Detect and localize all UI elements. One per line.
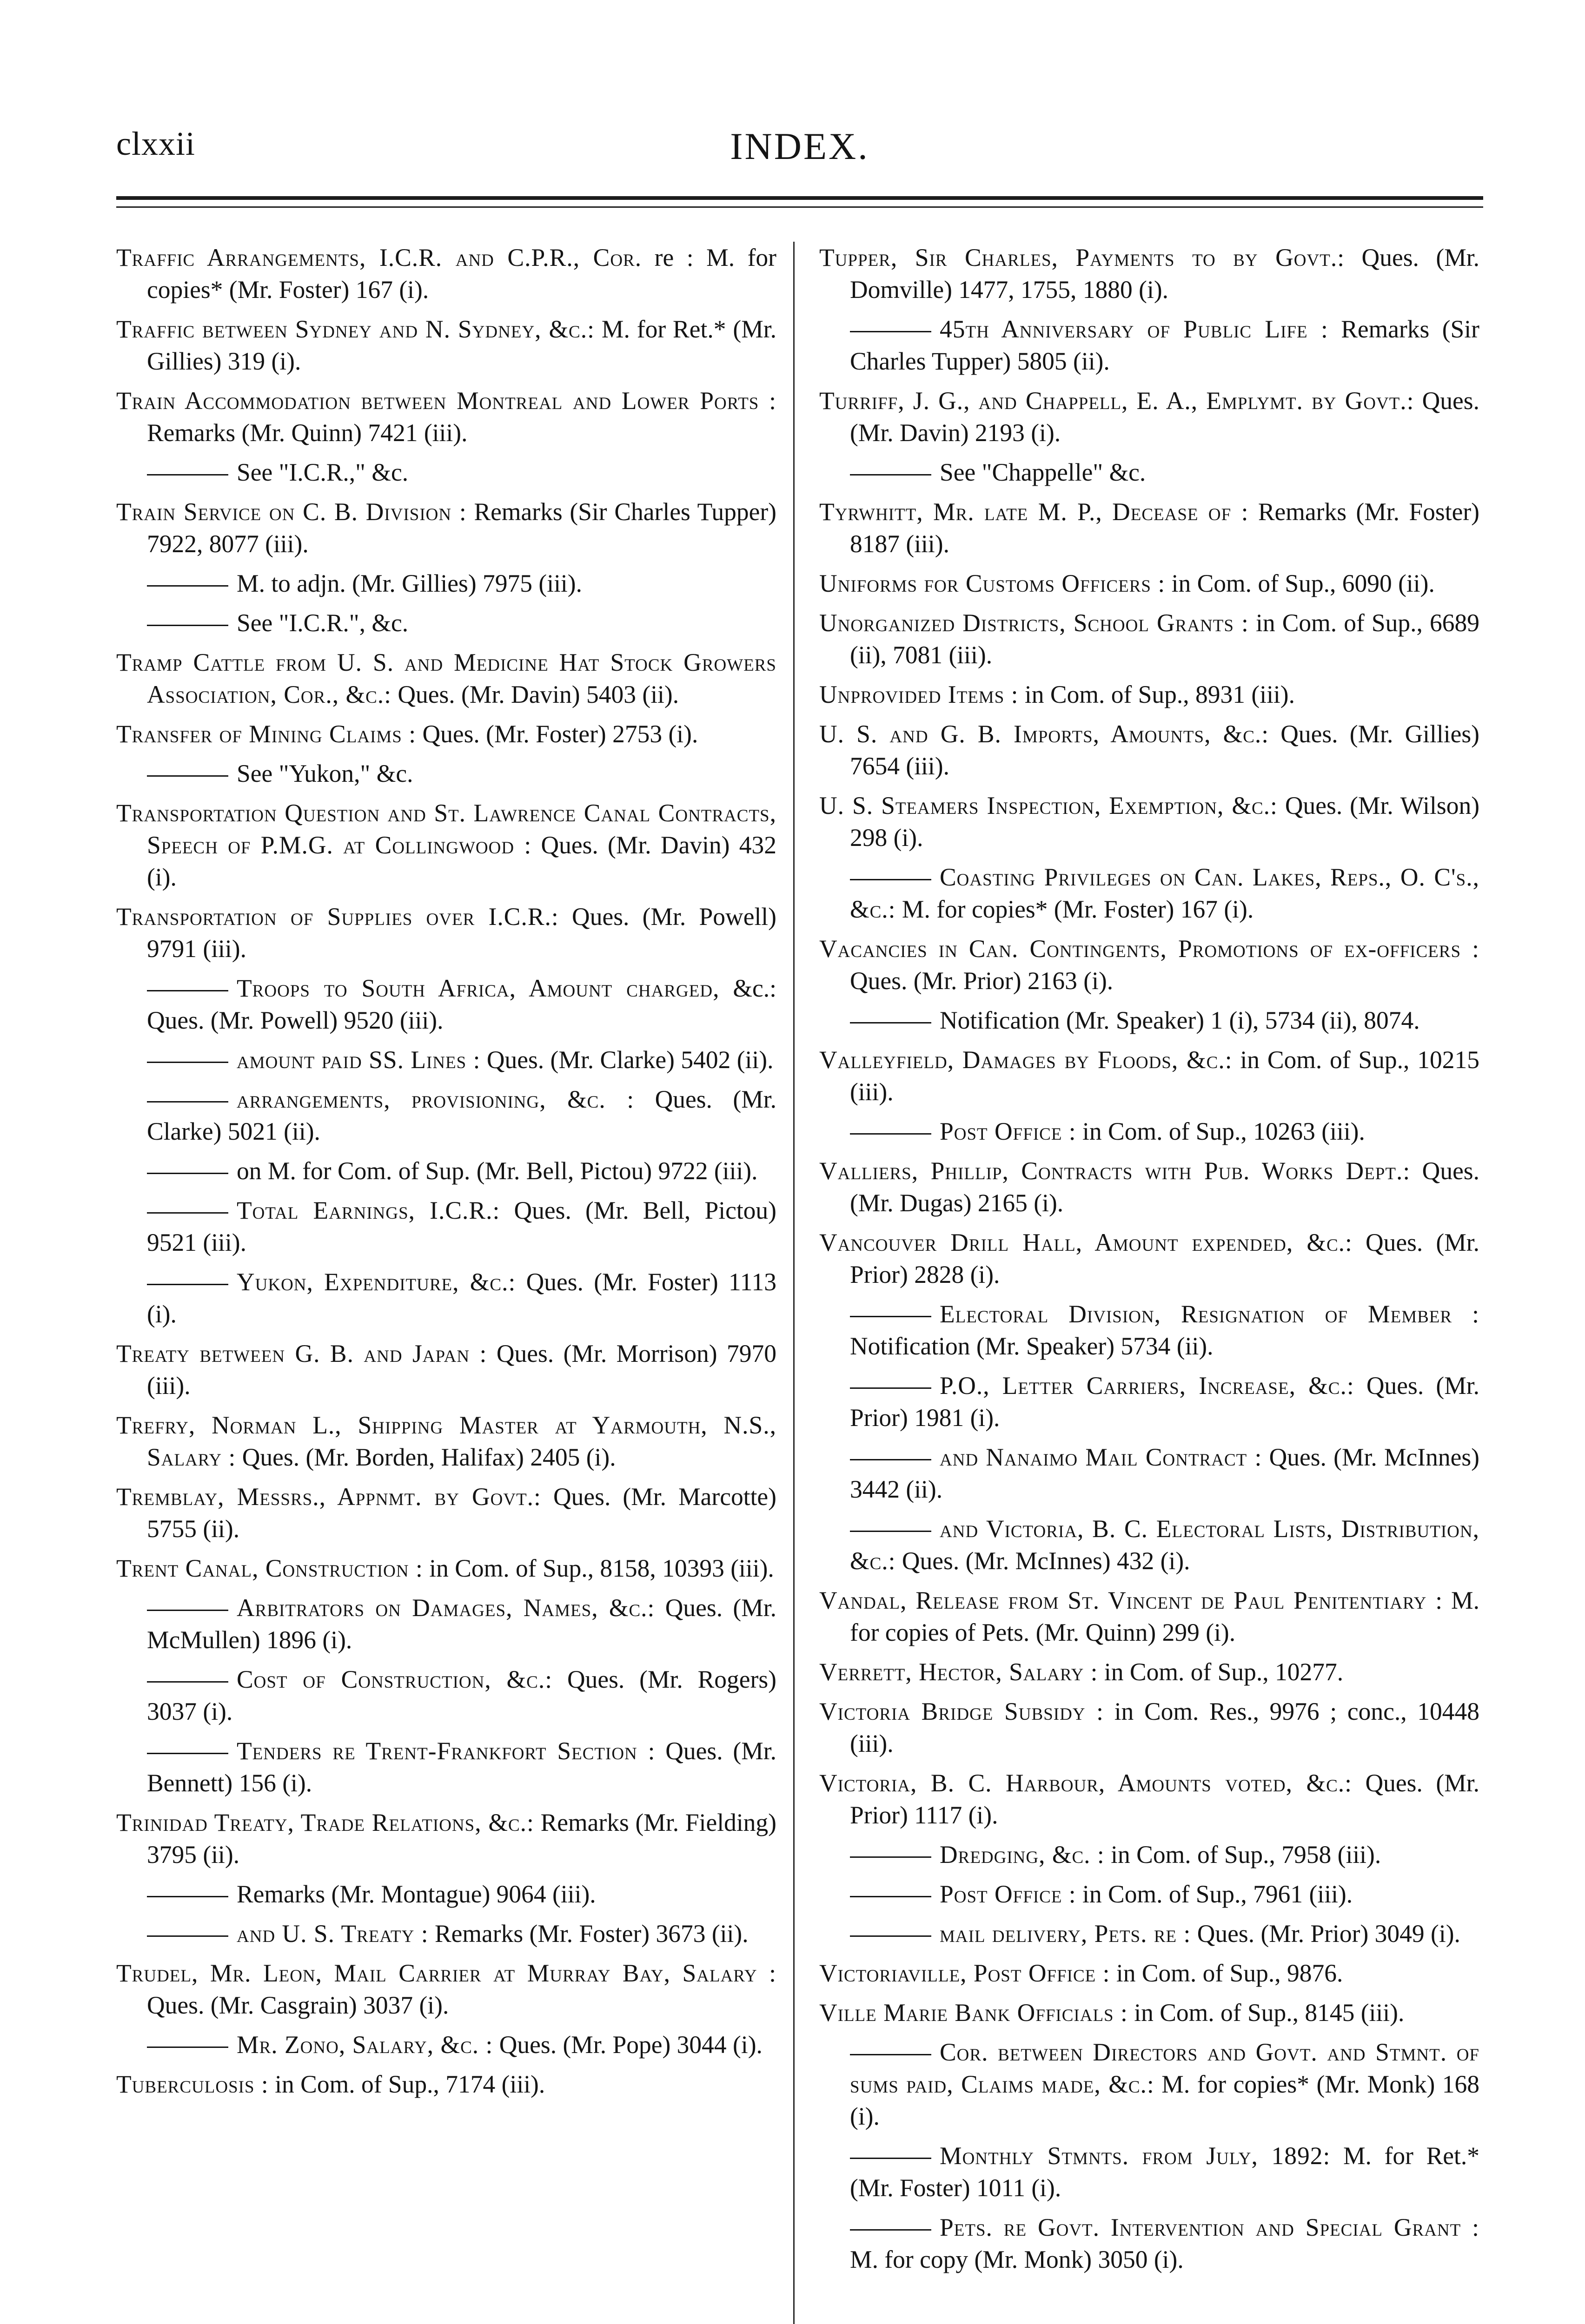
entry-heading: Trent Canal, Construction : <box>116 1554 423 1582</box>
index-entry <box>116 1338 776 1402</box>
index-subentry <box>116 1083 776 1148</box>
index-entry <box>116 313 776 377</box>
ditto-dash <box>147 1173 228 1174</box>
ditto-dash <box>850 1856 931 1858</box>
index-subentry <box>819 313 1479 377</box>
index-entry <box>116 1409 776 1473</box>
entry-heading: Uniforms for Customs Officers : <box>819 569 1166 597</box>
entry-heading: Train Service on C. B. Division : <box>116 498 467 526</box>
entry-heading: Vacancies in Can. Contingents, Promotions of ex-officers : <box>819 935 1479 963</box>
index-entry <box>819 1767 1479 1831</box>
entry-reference: Ques. (Mr. Dugas) 2165 (i). <box>850 1157 1479 1217</box>
index-subentry <box>819 1370 1479 1434</box>
index-column-right <box>819 242 1479 2324</box>
ditto-dash <box>147 1681 228 1683</box>
index-entry <box>819 1585 1479 1649</box>
entry-reference: Notification (Mr. Speaker) 5734 (ii). <box>850 1332 1214 1360</box>
index-subentry <box>116 1918 776 1950</box>
entry-reference: Ques. (Mr. Davin) 2193 (i). <box>850 387 1479 447</box>
ditto-dash <box>850 1459 931 1460</box>
index-subentry <box>116 1592 776 1656</box>
entry-heading: Tupper, Sir Charles, Payments to by Govt.: <box>819 244 1345 271</box>
ditto-dash <box>850 1133 931 1135</box>
entry-reference: in Com. Res., 9976 ; conc., 10448 (iii). <box>850 1697 1479 1757</box>
entry-heading: mail delivery, Pets. re : <box>940 1920 1191 1948</box>
entry-heading: amount paid SS. Lines : <box>237 1046 481 1074</box>
header-rule-thick <box>116 196 1483 200</box>
index-subentry <box>819 1918 1479 1950</box>
index-subentry <box>116 1878 776 1910</box>
index-entry <box>116 718 776 750</box>
entry-heading: Cor. between Directors and Govt. and Stmnt. of sums paid, Claims made, &c.: <box>850 2038 1479 2098</box>
index-entry <box>819 933 1479 997</box>
entry-heading: Victoria Bridge Subsidy : <box>819 1697 1104 1725</box>
ditto-dash <box>147 1610 228 1611</box>
entry-heading: and Victoria, B. C. Electoral Lists, Distribution, &c.: <box>850 1515 1479 1575</box>
ditto-dash <box>850 2229 931 2231</box>
entry-heading: Victoriaville, Post Office : <box>819 1959 1110 1987</box>
header-rule-thin <box>116 206 1483 208</box>
entry-heading: Ville Marie Bank Officials : <box>819 1999 1128 2027</box>
entry-heading: Troops to South Africa, Amount charged, <box>237 974 720 1002</box>
entry-heading: P.O., Letter Carriers, Increase, &c.: <box>940 1372 1354 1400</box>
entry-reference: Ques. (Mr. Powell) 9791 (iii). <box>147 903 776 963</box>
entry-heading: Pets. re Govt. Intervention and Special Grant : <box>940 2213 1479 2241</box>
entry-heading: 45th Anniversary of Public Life : <box>940 315 1328 343</box>
index-subentry <box>116 1266 776 1330</box>
entry-reference: Ques. (Mr. Wilson) 298 (i). <box>850 792 1479 852</box>
ditto-dash <box>147 625 228 626</box>
ditto-dash <box>147 1284 228 1285</box>
entry-heading: Vandal, Release from St. Vincent de Paul Penitentiary : <box>819 1586 1443 1614</box>
index-entry <box>819 1696 1479 1760</box>
entry-heading: Turriff, J. G., and Chappell, E. A., Emplymt. by Govt.: <box>819 387 1414 415</box>
entry-heading: Victoria, B. C. Harbour, Amounts voted, &c.: <box>819 1769 1353 1797</box>
entry-heading: Transportation of Supplies over I.C.R.: <box>116 903 559 931</box>
index-subentry <box>819 1004 1479 1037</box>
entry-reference: M. for copies of Pets. (Mr. Quinn) 299 (i). <box>850 1586 1479 1646</box>
index-entry <box>819 385 1479 449</box>
index-entry <box>116 797 776 893</box>
ditto-dash <box>850 1387 931 1389</box>
entry-heading: Traffic Arrangements, I.C.R. and C.P.R., Cor. <box>116 244 642 271</box>
entry-reference: in Com. of Sup., 6090 (ii). <box>1165 569 1435 597</box>
entry-reference: Ques. (Mr. Prior) 2163 (i). <box>850 967 1114 995</box>
ditto-dash <box>147 775 228 777</box>
entry-reference: Ques. (Mr. Davin) 5403 (ii). <box>391 680 679 708</box>
ditto-dash <box>850 474 931 475</box>
entry-reference: M. to adjn. (Mr. Gillies) 7975 (iii). <box>237 569 582 597</box>
index-subentry <box>819 2140 1479 2204</box>
index-entry <box>819 242 1479 306</box>
entry-heading: Valliers, Phillip, Contracts with Pub. Works Dept.: <box>819 1157 1411 1185</box>
ditto-dash <box>147 2047 228 2048</box>
entry-reference: Ques. (Mr. Prior) 2828 (i). <box>850 1228 1479 1288</box>
index-subentry <box>116 1044 776 1076</box>
entry-reference: Ques. (Mr. Marcotte) 5755 (ii). <box>147 1483 776 1543</box>
index-subentry <box>819 1878 1479 1910</box>
index-subentry <box>819 861 1479 925</box>
entry-reference: Ques. (Mr. Prior) 3049 (i). <box>1191 1920 1460 1948</box>
entry-reference: Ques. (Mr. Davin) 432 (i). <box>147 831 776 891</box>
index-entry <box>116 2068 776 2100</box>
entry-reference: in Com. of Sup., 8158, 10393 (iii). <box>423 1554 774 1582</box>
entry-reference: Ques. (Mr. Pope) 3044 (i). <box>493 2031 763 2059</box>
ditto-dash <box>850 1935 931 1937</box>
entry-reference: Ques. (Mr. Foster) 1113 (i). <box>147 1268 776 1328</box>
entry-heading: Verrett, Hector, Salary : <box>819 1658 1098 1686</box>
entry-heading: Unorganized Districts, School Grants : <box>819 609 1249 637</box>
entry-reference: &c.: Ques. (Mr. Powell) 9520 (iii). <box>147 974 776 1034</box>
index-entry <box>819 1044 1479 1108</box>
entry-reference: Remarks (Mr. Foster) 8187 (iii). <box>850 498 1479 558</box>
index-entry <box>819 568 1479 600</box>
entry-reference: Ques. (Mr. Prior) 1117 (i). <box>850 1769 1479 1829</box>
entry-reference: M. for Ret.* (Mr. Foster) 1011 (i). <box>850 2142 1479 2202</box>
index-entry <box>819 1155 1479 1219</box>
ditto-dash <box>850 1022 931 1023</box>
entry-reference: Ques. (Mr. Morrison) 7970 (iii). <box>147 1340 776 1400</box>
entry-heading: Unprovided Items : <box>819 680 1019 708</box>
index-entry <box>116 901 776 965</box>
entry-heading: Monthly Stmnts. from July, 1892: <box>940 2142 1331 2170</box>
index-subentry <box>819 456 1479 489</box>
entry-reference: See "Chappelle" &c. <box>940 458 1146 486</box>
entry-reference: Ques. (Mr. McInnes) 432 (i). <box>895 1547 1190 1575</box>
index-entry <box>116 1957 776 2021</box>
entry-reference: Ques. (Mr. Borden, Halifax) 2405 (i). <box>236 1443 616 1471</box>
entry-reference: Ques. (Mr. Rogers) 3037 (i). <box>147 1665 776 1725</box>
entry-heading: and Nanaimo Mail Contract : <box>940 1443 1262 1471</box>
entry-heading: Tenders re Trent-Frankfort Section : <box>237 1737 656 1765</box>
entry-reference: See "Yukon," &c. <box>237 759 413 787</box>
entry-reference: Remarks (Mr. Montague) 9064 (iii). <box>237 1880 596 1908</box>
ditto-dash <box>850 2158 931 2159</box>
entry-heading: Trudel, Mr. Leon, Mail Carrier at Murray Bay, Salary : <box>116 1959 776 1987</box>
entry-reference: in Com. of Sup., 7961 (iii). <box>1076 1880 1353 1908</box>
entry-reference: Ques. (Mr. Prior) 1981 (i). <box>850 1372 1479 1432</box>
index-subentry <box>116 1664 776 1728</box>
entry-reference: in Com. of Sup., 9876. <box>1110 1959 1343 1987</box>
ditto-dash <box>147 1062 228 1063</box>
entry-reference: Ques. (Mr. Foster) 2753 (i). <box>416 720 698 748</box>
entry-heading: and U. S. Treaty : <box>237 1920 429 1948</box>
entry-reference: in Com. of Sup., 8145 (iii). <box>1127 1999 1405 2027</box>
index-subentry <box>116 758 776 790</box>
index-entry <box>116 647 776 711</box>
index-subentry <box>116 2029 776 2061</box>
ditto-dash <box>147 1896 228 1897</box>
entry-heading: Transportation Question and St. Lawrence Canal Contracts, Speech of P.M.G. at Collingwood : <box>116 799 776 859</box>
entry-reference: Remarks (Mr. Fielding) 3795 (ii). <box>147 1809 776 1868</box>
index-subentry <box>819 2212 1479 2276</box>
entry-reference: M. for copies* (Mr. Foster) 167 (i). <box>895 895 1254 923</box>
entry-reference: See "I.C.R.", &c. <box>237 609 409 637</box>
entry-reference: on M. for Com. of Sup. (Mr. Bell, Pictou) 9722 (iii). <box>237 1157 758 1185</box>
entry-reference: Ques. (Mr. Clarke) 5402 (ii). <box>480 1046 774 1074</box>
index-entry <box>819 607 1479 671</box>
entry-reference: Ques. (Mr. McMullen) 1896 (i). <box>147 1594 776 1654</box>
index-entry <box>116 1481 776 1545</box>
entry-heading: Traffic between Sydney and N. Sydney, &c.: <box>116 315 595 343</box>
index-subentry <box>819 1298 1479 1362</box>
entry-reference: M. for Ret.* (Mr. Gillies) 319 (i). <box>147 315 776 375</box>
entry-heading: Post Office : <box>940 1117 1076 1145</box>
ditto-dash <box>147 585 228 587</box>
index-subentry <box>116 568 776 600</box>
entry-heading: Tramp Cattle from U. S. and Medicine Hat Stock Growers Association, Cor., &c.: <box>116 648 776 708</box>
entry-heading: Arbitrators on Damages, Names, &c.: <box>237 1594 655 1622</box>
index-entry <box>819 496 1479 560</box>
index-entry <box>116 496 776 560</box>
column-divider <box>793 242 795 2324</box>
entry-heading: Transfer of Mining Claims : <box>116 720 417 748</box>
entry-heading: Trefry, Norman L., Shipping Master at Yarmouth, N.S., Salary : <box>116 1411 776 1471</box>
entry-reference: Ques. (Mr. Bennett) 156 (i). <box>147 1737 776 1797</box>
entry-heading: Cost of Construction, &c.: <box>237 1665 553 1693</box>
ditto-dash <box>147 1935 228 1937</box>
index-subentry <box>819 1441 1479 1505</box>
entry-reference: Ques. (Mr. McInnes) 3442 (ii). <box>850 1443 1479 1503</box>
entry-reference: Remarks (Sir Charles Tupper) 7922, 8077 (iii). <box>147 498 776 558</box>
ditto-dash <box>850 879 931 880</box>
index-entry <box>819 1957 1479 1989</box>
entry-reference: Remarks (Sir Charles Tupper) 5805 (ii). <box>850 315 1479 375</box>
entry-heading: Total Earnings, I.C.R.: <box>237 1196 500 1224</box>
index-subentry <box>116 1735 776 1799</box>
page-number: clxxii <box>116 125 195 162</box>
ditto-dash <box>850 2054 931 2055</box>
index-subentry <box>116 456 776 489</box>
entry-reference: M. for copy (Mr. Monk) 3050 (i). <box>850 2245 1184 2273</box>
entry-heading: Treaty between G. B. and Japan : <box>116 1340 487 1367</box>
entry-reference: Ques. (Mr. Gillies) 7654 (iii). <box>850 720 1479 780</box>
entry-heading: Mr. Zono, Salary, &c. : <box>237 2031 493 2059</box>
ditto-dash <box>147 474 228 475</box>
index-entry <box>819 790 1479 854</box>
entry-reference: Remarks (Mr. Foster) 3673 (ii). <box>428 1920 749 1948</box>
index-entry <box>116 242 776 306</box>
entry-reference: Ques. (Mr. Clarke) 5021 (ii). <box>147 1085 776 1145</box>
entry-reference: Ques. (Mr. Domville) 1477, 1755, 1880 (i). <box>850 244 1479 304</box>
entry-heading: Train Accommodation between Montreal and Lower Ports : <box>116 387 776 415</box>
ditto-dash <box>850 1896 931 1897</box>
index-entry <box>819 718 1479 782</box>
entry-reference: Remarks (Mr. Quinn) 7421 (iii). <box>147 419 468 447</box>
index-subentry <box>116 1195 776 1259</box>
page-header <box>116 125 1483 180</box>
entry-heading: Tyrwhitt, Mr. late M. P., Decease of : <box>819 498 1249 526</box>
index-column-left <box>116 242 776 2324</box>
entry-reference: in Com. of Sup., 10215 (iii). <box>850 1046 1479 1106</box>
entry-heading: Tuberculosis : <box>116 2070 269 2098</box>
ditto-dash <box>147 990 228 991</box>
ditto-dash <box>147 1753 228 1754</box>
entry-reference: in Com. of Sup., 7174 (iii). <box>268 2070 545 2098</box>
entry-heading: Valleyfield, Damages by Floods, &c.: <box>819 1046 1233 1074</box>
index-subentry <box>819 1839 1479 1871</box>
entry-reference: re : M. for copies* (Mr. Foster) 167 (i). <box>147 244 776 304</box>
index-entry <box>819 1997 1479 2029</box>
entry-reference: in Com. of Sup., 10277. <box>1098 1658 1344 1686</box>
entry-reference: in Com. of Sup., 6689 (ii), 7081 (iii). <box>850 609 1479 669</box>
index-subentry <box>116 607 776 639</box>
entry-heading: Vancouver Drill Hall, Amount expended, &c.: <box>819 1228 1353 1256</box>
ditto-dash <box>147 1101 228 1103</box>
index-entry <box>116 1807 776 1871</box>
entry-heading: arrangements, provisioning, &c. : <box>237 1085 635 1113</box>
entry-heading: U. S. Steamers Inspection, Exemption, &c.: <box>819 792 1278 819</box>
entry-heading: U. S. and G. B. Imports, Amounts, &c.: <box>819 720 1269 748</box>
index-entry <box>819 1656 1479 1688</box>
index-entry <box>819 679 1479 711</box>
index-entry <box>819 1227 1479 1291</box>
index-subentry <box>819 2036 1479 2133</box>
index-subentry <box>116 1155 776 1187</box>
index-entry <box>116 385 776 449</box>
ditto-dash <box>850 331 931 332</box>
entry-reference: Ques. (Mr. Casgrain) 3037 (i). <box>147 1991 449 2019</box>
entry-reference: Notification (Mr. Speaker) 1 (i), 5734 (ii), 8074. <box>940 1006 1420 1034</box>
index-subentry <box>116 972 776 1037</box>
entry-heading: Post Office : <box>940 1880 1076 1908</box>
entry-heading: Coasting Privileges on Can. Lakes, Reps., O. C's., &c.: <box>850 863 1479 923</box>
entry-heading: Yukon, Expenditure, &c.: <box>237 1268 516 1296</box>
ditto-dash <box>147 1212 228 1214</box>
entry-heading: Trinidad Treaty, Trade Relations, &c.: <box>116 1809 534 1836</box>
entry-heading: Tremblay, Messrs., Appnmt. by Govt.: <box>116 1483 541 1511</box>
entry-reference: in Com. of Sup., 7958 (iii). <box>1104 1841 1381 1868</box>
running-title: INDEX. <box>730 125 869 167</box>
entry-reference: M. for copies* (Mr. Monk) 168 (i). <box>850 2070 1479 2130</box>
ditto-dash <box>850 1531 931 1532</box>
index-subentry <box>819 1513 1479 1577</box>
entry-heading: Dredging, &c. : <box>940 1841 1105 1868</box>
index-subentry <box>819 1116 1479 1148</box>
ditto-dash <box>850 1316 931 1317</box>
index-entry <box>116 1552 776 1585</box>
entry-heading: Electoral Division, Resignation of Member : <box>940 1300 1479 1328</box>
entry-reference: in Com. of Sup., 10263 (iii). <box>1076 1117 1365 1145</box>
entry-reference: in Com. of Sup., 8931 (iii). <box>1018 680 1295 708</box>
entry-reference: Ques. (Mr. Bell, Pictou) 9521 (iii). <box>147 1196 776 1256</box>
entry-reference: See "I.C.R.," &c. <box>237 458 409 486</box>
